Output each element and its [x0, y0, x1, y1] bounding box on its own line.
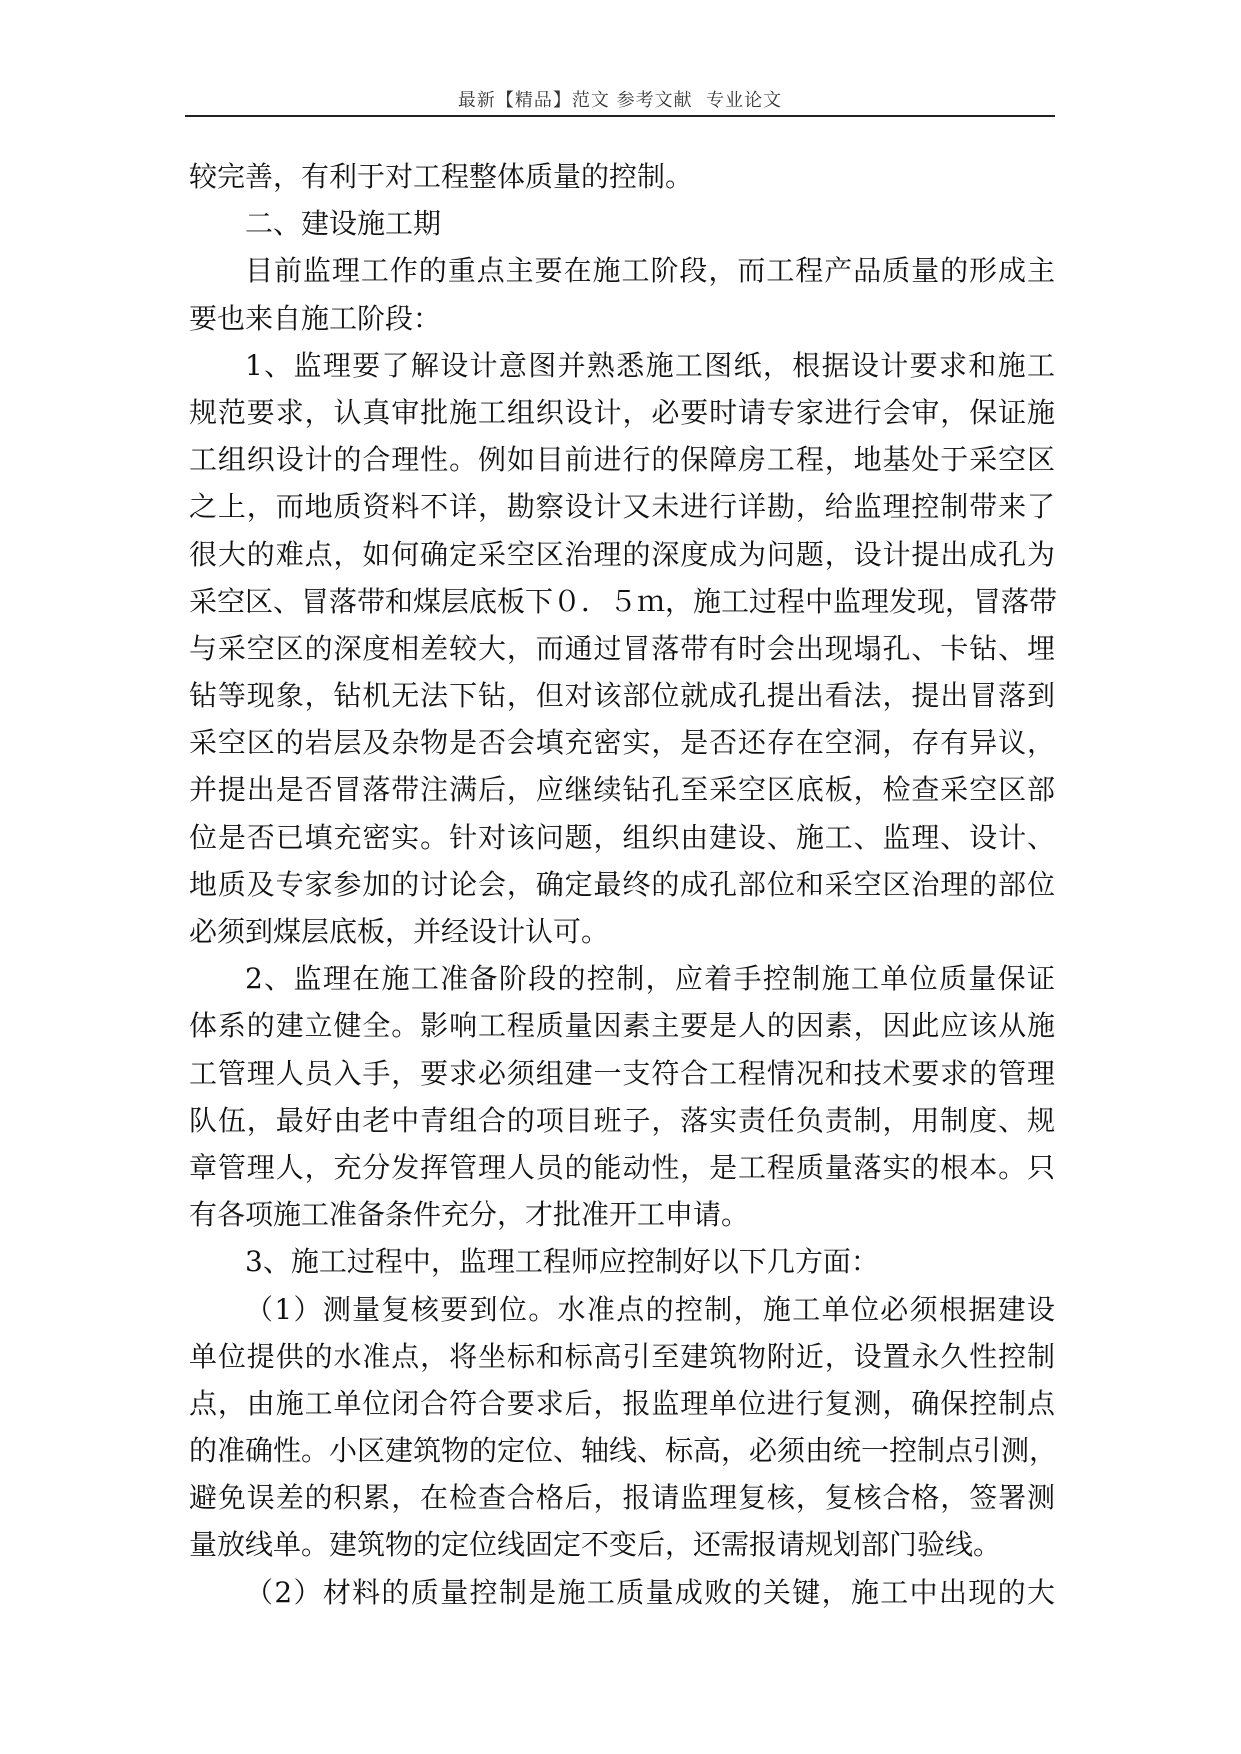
body-line: 地质及专家参加的讨论会，确定最终的成孔部位和采空区治理的部位	[189, 867, 1055, 901]
page-header: 最新【精品】范文 参考文献 专业论文	[457, 90, 783, 111]
body-line: 章管理人，充分发挥管理人员的能动性，是工程质量落实的根本。只	[189, 1150, 1055, 1184]
body-line: 与采空区的深度相差较大，而通过冒落带有时会出现塌孔、卡钻、埋	[189, 631, 1055, 665]
body-line: 量放线单。建筑物的定位线固定不变后，还需报请规划部门验线。	[189, 1528, 1002, 1562]
body-line: 2、监理在施工准备阶段的控制，应着手控制施工单位质量保证	[245, 962, 1055, 996]
body-line: 钻等现象，钻机无法下钻，但对该部位就成孔提出看法，提出冒落到	[189, 679, 1055, 713]
body-line: 并提出是否冒落带注满后，应继续钻孔至采空区底板，检查采空区部	[189, 773, 1055, 807]
body-line: 采空区、冒落带和煤层底板下０．５ｍ，施工过程中监理发现，冒落带	[189, 584, 1058, 618]
body-line: 避免误差的积累，在检查合格后，报请监理复核，复核合格，签署测	[189, 1481, 1055, 1515]
document-body	[189, 153, 1058, 1616]
body-line: 有各项施工准备条件充分，才批准开工申请。	[189, 1198, 750, 1232]
body-line: 点，由施工单位闭合符合要求后，报监理单位进行复测，确保控制点	[189, 1386, 1055, 1420]
body-line: 3、施工过程中，监理工程师应控制好以下几方面：	[245, 1245, 879, 1279]
body-line: 的准确性。小区建筑物的定位、轴线、标高，必须由统一控制点引测，	[189, 1434, 1058, 1468]
body-line: 1、监理要了解设计意图并熟悉施工图纸，根据设计要求和施工	[245, 348, 1055, 382]
body-line: 目前监理工作的重点主要在施工阶段，而工程产品质量的形成主	[245, 254, 1055, 288]
body-line: 必须到煤层底板，并经设计认可。	[189, 915, 610, 948]
body-line: 单位提供的水准点，将坐标和标高引至建筑物附近，设置永久性控制	[189, 1339, 1055, 1373]
body-line: 工组织设计的合理性。例如目前进行的保障房工程，地基处于采空区	[189, 443, 1055, 477]
body-line: （2）材料的质量控制是施工质量成败的关键，施工中出现的大	[245, 1575, 1055, 1609]
body-line: 要也来自施工阶段：	[189, 301, 442, 335]
body-line: 很大的难点，如何确定采空区治理的深度成为问题，设计提出成孔为	[189, 537, 1055, 571]
section-heading: 二、建设施工期	[245, 207, 442, 241]
body-line: 采空区的岩层及杂物是否会填充密实，是否还存在空洞，存有异议，	[189, 726, 1055, 760]
body-line: 规范要求，认真审批施工组织设计，必要时请专家进行会审，保证施	[189, 395, 1055, 429]
body-line: 工管理人员入手，要求必须组建一支符合工程情况和技术要求的管理	[189, 1056, 1055, 1090]
body-line: 较完善，有利于对工程整体质量的控制。	[189, 160, 694, 193]
body-line: 体系的建立健全。影响工程质量因素主要是人的因素，因此应该从施	[189, 1009, 1055, 1043]
body-line: （1）测量复核要到位。水准点的控制，施工单位必须根据建设	[245, 1292, 1055, 1326]
body-line: 位是否已填充密实。针对该问题，组织由建设、施工、监理、设计、	[189, 820, 1055, 854]
header-rule	[185, 115, 1055, 117]
body-line: 之上，而地质资料不详，勘察设计又未进行详勘，给监理控制带来了	[189, 490, 1055, 524]
body-line: 队伍，最好由老中青组合的项目班子，落实责任负责制，用制度、规	[189, 1103, 1055, 1137]
